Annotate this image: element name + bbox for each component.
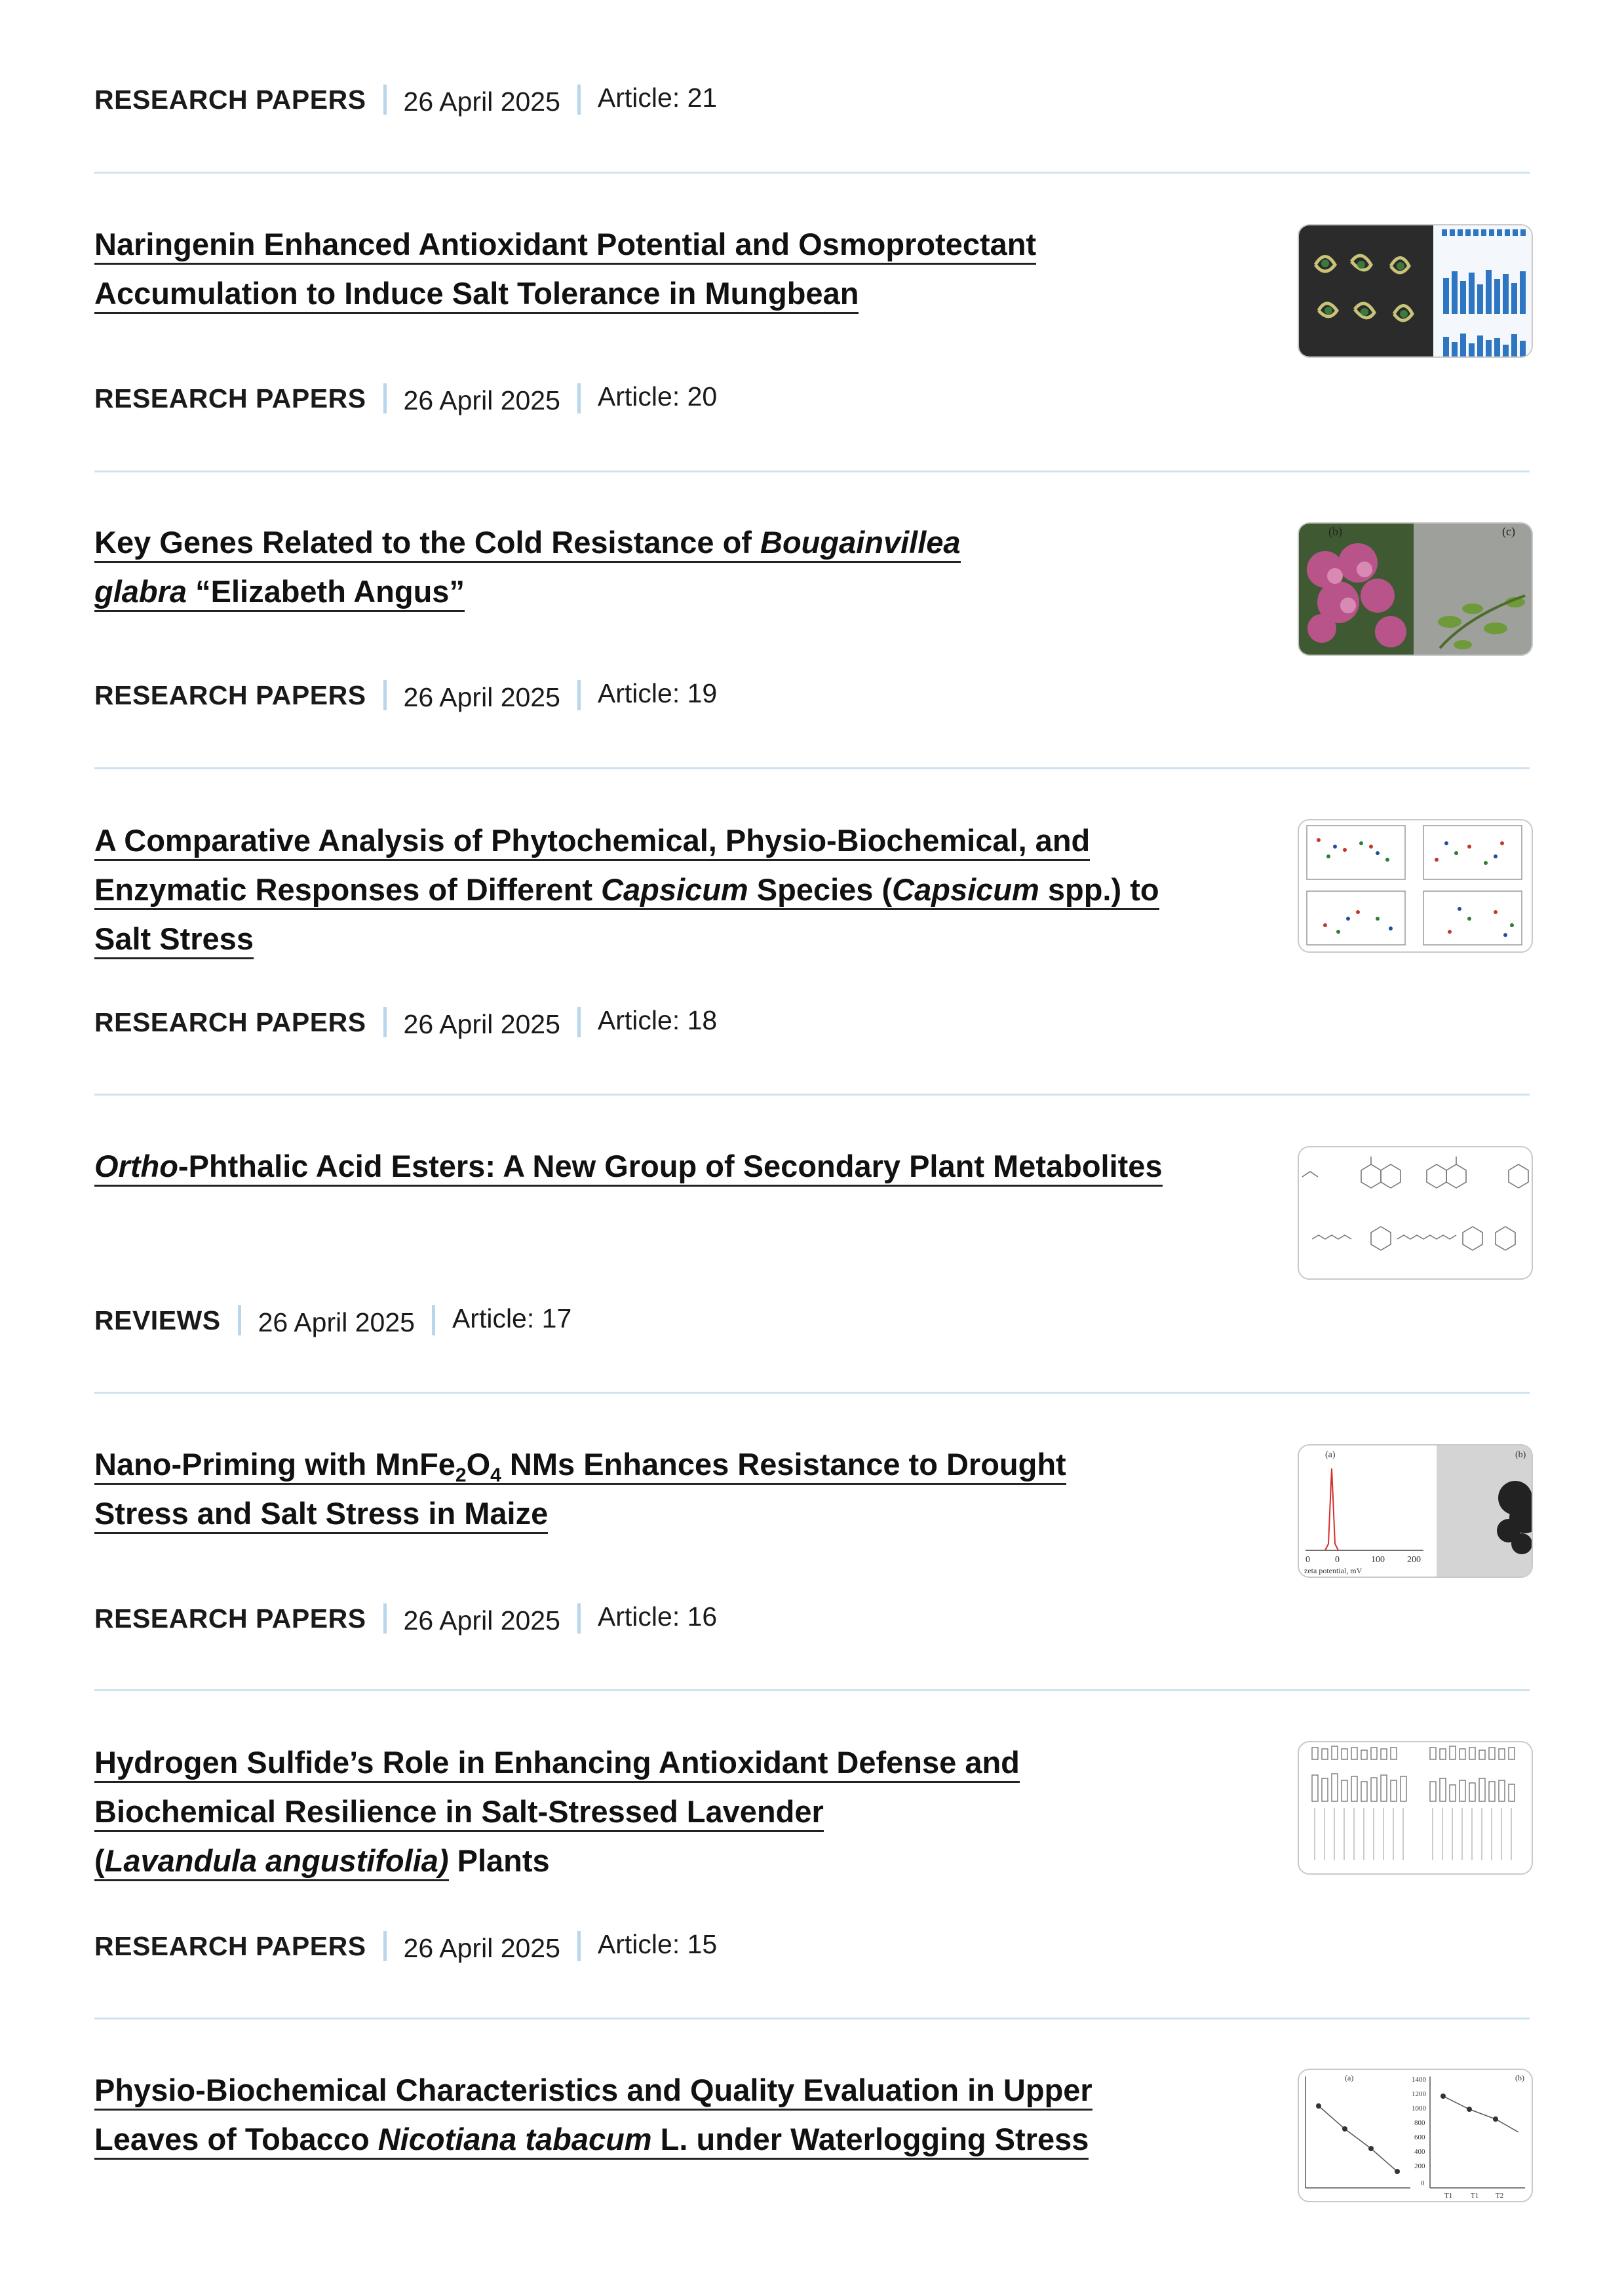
meta-row-article-21 bbox=[94, 80, 717, 119]
tick-label: T1 bbox=[1471, 2192, 1479, 2200]
section-label[interactable]: RESEARCH PAPERS bbox=[94, 383, 366, 413]
article-title-naringenin[interactable]: Naringenin Enhanced Antioxidant Potential and Osmoprotectant Accumulation to Induce Salt Tolerance in Mungbean bbox=[94, 220, 1261, 318]
meta-row-article-19 bbox=[94, 676, 717, 715]
publish-date: 26 April 2025 bbox=[258, 1307, 415, 1337]
divider bbox=[94, 1094, 1530, 1096]
panel-label-b: (b) bbox=[1515, 2073, 1524, 2082]
thumbnail-bougainvillea[interactable] bbox=[1298, 522, 1533, 656]
tick-label: 0 bbox=[1335, 1555, 1340, 1565]
article-title-tobacco[interactable]: Physio-Biochemical Characteristics and Quality Evaluation in Upper Leaves of Tobacco Nicotiana tabacum L. under Waterlogging Stress bbox=[94, 2065, 1261, 2164]
separator bbox=[383, 1931, 387, 1961]
thumbnail-naringenin[interactable] bbox=[1298, 224, 1533, 358]
tick-label: 1200 bbox=[1412, 2090, 1426, 2098]
tick-label: 0 bbox=[1305, 1555, 1310, 1565]
publish-date: 26 April 2025 bbox=[403, 1605, 560, 1636]
thumbnail-capsicum[interactable] bbox=[1298, 819, 1533, 953]
publish-date: 26 April 2025 bbox=[403, 681, 560, 712]
article-title-capsicum[interactable]: A Comparative Analysis of Phytochemical, Physio-Biochemical, and Enzymatic Responses of Different Capsicum Species (Capsicum spp.) to Salt Stress bbox=[94, 816, 1261, 963]
thumbnail-tobacco[interactable] bbox=[1298, 2069, 1533, 2202]
tick-label: 0 bbox=[1421, 2179, 1425, 2187]
meta-row-article-20 bbox=[94, 379, 717, 418]
tick-label: T1 bbox=[1444, 2192, 1453, 2200]
section-label[interactable]: RESEARCH PAPERS bbox=[94, 1603, 366, 1634]
tick-label: 1400 bbox=[1412, 2076, 1426, 2084]
meta-row-article-16 bbox=[94, 1599, 717, 1638]
divider bbox=[94, 172, 1530, 174]
section-label[interactable]: REVIEWS bbox=[94, 1305, 221, 1335]
tick-label: 600 bbox=[1414, 2133, 1425, 2141]
separator bbox=[577, 85, 581, 115]
article-title-hydrogen-sulfide[interactable]: Hydrogen Sulfide’s Role in Enhancing Antioxidant Defense and Biochemical Resilience in Salt-Stressed Lavender (Lavandula angustifolia) Plants bbox=[94, 1738, 1261, 1885]
divider bbox=[94, 1392, 1530, 1394]
panel-label-c: (c) bbox=[1502, 525, 1515, 538]
tick-label: T2 bbox=[1496, 2192, 1504, 2200]
separator bbox=[383, 85, 387, 115]
publish-date: 26 April 2025 bbox=[403, 1932, 560, 1963]
separator bbox=[383, 680, 387, 710]
article-number: Article: 16 bbox=[597, 1601, 718, 1632]
article-number: Article: 20 bbox=[597, 381, 718, 411]
panel-label-b: (b) bbox=[1328, 525, 1342, 538]
thumbnail-ortho-phthalic[interactable] bbox=[1298, 1146, 1533, 1280]
separator bbox=[577, 1931, 581, 1961]
separator bbox=[577, 1007, 581, 1037]
panel-label-a: (a) bbox=[1325, 1450, 1336, 1460]
tick-label: 400 bbox=[1414, 2148, 1425, 2156]
meta-row-article-18 bbox=[94, 1003, 717, 1042]
tick-label: 1000 bbox=[1412, 2105, 1426, 2113]
section-label[interactable]: RESEARCH PAPERS bbox=[94, 1930, 366, 1961]
article-number: Article: 18 bbox=[597, 1004, 718, 1035]
divider bbox=[94, 1689, 1530, 1691]
divider bbox=[94, 470, 1530, 472]
separator bbox=[577, 383, 581, 413]
divider bbox=[94, 767, 1530, 769]
separator bbox=[383, 1603, 387, 1634]
panel-label-b: (b) bbox=[1515, 1450, 1526, 1460]
article-number: Article: 15 bbox=[597, 1928, 718, 1959]
separator bbox=[238, 1305, 241, 1335]
article-title-bougainvillea[interactable]: Key Genes Related to the Cold Resistance of Bougainvillea glabra “Elizabeth Angus” bbox=[94, 518, 1261, 616]
tick-label: 200 bbox=[1414, 2162, 1425, 2170]
panel-label-a: (a) bbox=[1345, 2073, 1354, 2082]
thumbnail-hydrogen-sulfide[interactable] bbox=[1298, 1741, 1533, 1875]
publish-date: 26 April 2025 bbox=[403, 385, 560, 415]
axis-label: zeta potential, mV bbox=[1304, 1566, 1363, 1575]
article-title-nano-priming[interactable]: Nano-Priming with $MnFe_2O_4$ NMs Enhances Resistance to Drought Stress and Salt Stress in Maize bbox=[94, 1440, 1261, 1538]
section-label[interactable]: RESEARCH PAPERS bbox=[94, 1006, 366, 1037]
thumbnail-nano-priming[interactable] bbox=[1298, 1444, 1533, 1578]
tick-label: 100 bbox=[1371, 1555, 1385, 1565]
section-label[interactable]: RESEARCH PAPERS bbox=[94, 679, 366, 710]
separator bbox=[383, 383, 387, 413]
meta-row-article-15 bbox=[94, 1926, 717, 1966]
article-title-ortho-phthalic[interactable]: Ortho-Phthalic Acid Esters: A New Group of Secondary Plant Metabolites bbox=[94, 1141, 1261, 1191]
divider bbox=[94, 2018, 1530, 2019]
publish-date: 26 April 2025 bbox=[403, 86, 560, 117]
tick-label: 800 bbox=[1414, 2119, 1425, 2127]
separator bbox=[577, 1603, 581, 1634]
article-number: Article: 21 bbox=[597, 82, 718, 113]
article-number: Article: 19 bbox=[597, 678, 718, 708]
separator bbox=[577, 680, 581, 710]
separator bbox=[383, 1007, 387, 1037]
tick-label: 200 bbox=[1407, 1555, 1421, 1565]
article-number: Article: 17 bbox=[452, 1303, 572, 1333]
section-label[interactable]: RESEARCH PAPERS bbox=[94, 84, 366, 115]
publish-date: 26 April 2025 bbox=[403, 1008, 560, 1039]
separator bbox=[432, 1305, 435, 1335]
meta-row-article-17 bbox=[94, 1301, 571, 1340]
